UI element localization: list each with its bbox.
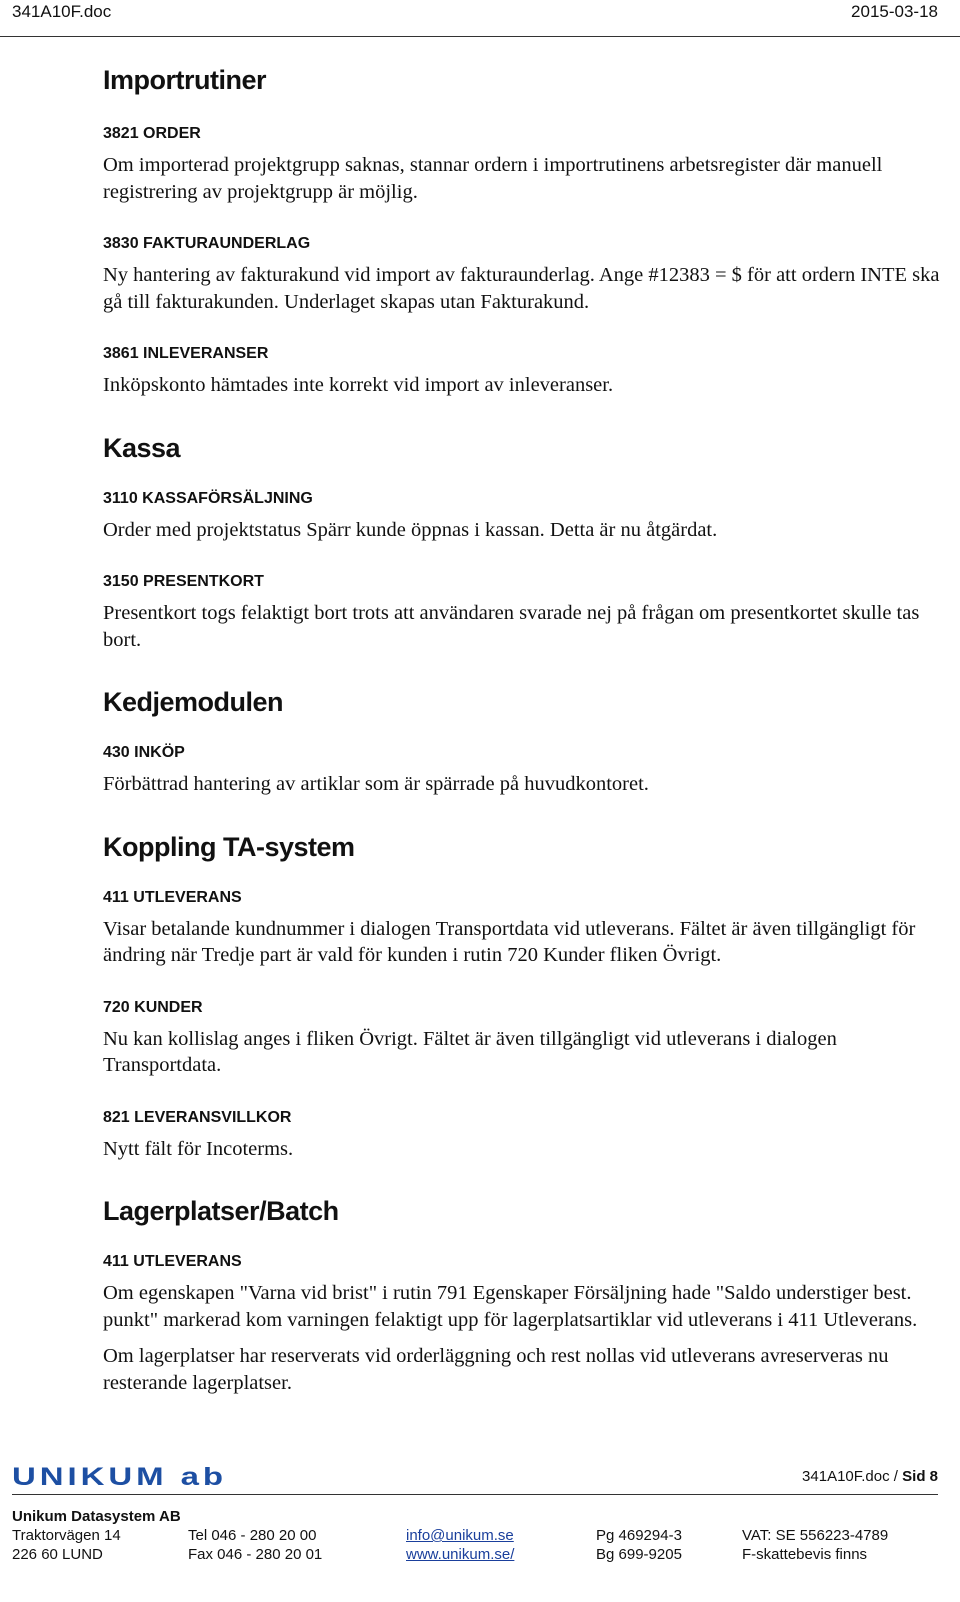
header-filename: 341A10F.doc <box>12 2 112 21</box>
section-kedjemodulen <box>103 686 948 798</box>
entry-paragraph: Om lagerplatser har reserverats vid orderläggning och rest nollas vid utleverans avreserveras nu resterande lagerplatser. <box>103 1345 889 1394</box>
page-header <box>0 0 960 38</box>
section-title: Kedjemodulen <box>103 687 284 717</box>
section-koppling-ta-system <box>103 831 948 1163</box>
header-date: 2015-03-18 <box>851 2 938 21</box>
footer-doc-name: 341A10F.doc <box>802 1468 890 1485</box>
header-divider <box>0 36 960 37</box>
footer-page-number: Sid 8 <box>902 1468 938 1485</box>
entry-heading: 411 UTLEVERANS <box>103 888 242 906</box>
entry-heading: 430 INKÖP <box>103 744 185 761</box>
entry-paragraph: Inköpskonto hämtades inte korrekt vid import av inleveranser. <box>103 374 614 396</box>
entry-paragraph: Om importerad projektgrupp saknas, stannar ordern i importrutinens arbetsregister där manuell registrering av projektgrupp är möjlig. <box>103 154 883 203</box>
entry-heading: 411 UTLEVERANS <box>103 1253 242 1270</box>
section-title: Koppling TA-system <box>103 831 355 862</box>
logo-wordmark: UNIKUM ab <box>12 1466 227 1488</box>
entry-paragraph: Nytt fält för Incoterms. <box>103 1137 294 1160</box>
entry-paragraph: Nu kan kollislag anges i fliken Övrigt. Fältet är även tillgängligt vid utleverans i dialogen Transportdata. <box>103 1027 837 1076</box>
entry-heading: 821 LEVERANSVILLKOR <box>103 1108 292 1126</box>
entry-paragraph: Ny hantering av fakturakund vid import av fakturaunderlag. Ange #12383 = $ för att ordern INTE ska gå till fakturakunden. Underlaget skapas utan Fakturakund. <box>103 264 940 313</box>
entry-heading: 3821 ORDER <box>103 125 201 142</box>
unikum-logo <box>12 1466 242 1488</box>
footer-email-link[interactable]: info@unikum.se <box>406 1527 514 1544</box>
entry-heading: 3110 KASSAFÖRSÄLJNING <box>103 489 313 507</box>
section-title: Lagerplatser/Batch <box>103 1196 339 1226</box>
entry-paragraph: Order med projektstatus Spärr kunde öppnas i kassan. Detta är nu åtgärdat. <box>103 518 718 541</box>
footer-fax: Fax 046 - 280 20 01 <box>188 1546 323 1563</box>
document-body <box>103 64 948 1396</box>
footer-address-line: 226 60 LUND <box>12 1546 103 1563</box>
entry-heading: 3830 FAKTURAUNDERLAG <box>103 235 311 252</box>
entry-paragraph: Visar betalande kundnummer i dialogen Transportdata vid utleverans. Fältet är även tillgängligt för ändring när Tredje part är vald för kunden i rutin 720 Kunder fliken Övrigt. <box>103 917 916 966</box>
footer-bankgiro: Bg 699-9205 <box>596 1546 682 1563</box>
section-lagerplatser-batch <box>103 1195 948 1396</box>
entry-heading: 720 KUNDER <box>103 998 203 1016</box>
section-importrutiner <box>103 64 948 399</box>
section-title: Importrutiner <box>103 65 267 95</box>
entry-paragraph: Presentkort togs felaktigt bort trots att användaren svarade nej på frågan om presentkortet skulle tas bort. <box>103 602 920 651</box>
section-kassa <box>103 432 948 654</box>
footer-vat-number: VAT: SE 556223-4789 <box>742 1527 889 1544</box>
footer-plusgiro: Pg 469294-3 <box>596 1527 682 1544</box>
footer-phone: Tel 046 - 280 20 00 <box>188 1527 317 1544</box>
footer-f-tax-note: F-skattebevis finns <box>742 1546 868 1563</box>
footer-page-separator: / <box>889 1468 903 1485</box>
unikum-logo-graphic <box>12 1466 242 1488</box>
footer-divider <box>12 1494 938 1495</box>
footer-company-name: Unikum Datasystem AB <box>12 1508 181 1525</box>
section-title: Kassa <box>103 432 181 463</box>
entry-heading: 3150 PRESENTKORT <box>103 573 264 590</box>
footer-address-line: Traktorvägen 14 <box>12 1527 121 1544</box>
footer-page-reference <box>802 1468 938 1485</box>
entry-paragraph: Om egenskapen "Varna vid brist" i rutin 791 Egenskaper Försäljning hade "Saldo understiger best. punkt" markerad kom varningen felaktigt upp för lagerplatsartiklar vid utleverans i 411 Utleverans. <box>103 1282 918 1331</box>
entry-paragraph: Förbättrad hantering av artiklar som är spärrade på huvudkontoret. <box>103 773 649 795</box>
entry-heading: 3861 INLEVERANSER <box>103 345 269 362</box>
footer-website-link[interactable]: www.unikum.se/ <box>406 1546 515 1563</box>
